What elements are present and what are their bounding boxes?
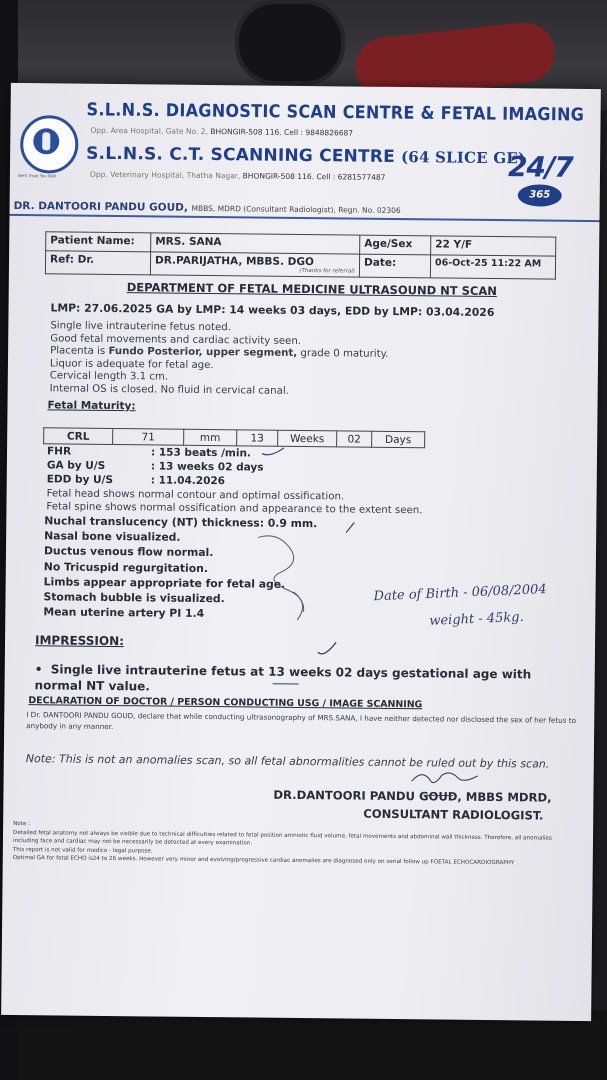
ct-centre-name: S.L.N.S. C.T. SCANNING CENTRE bbox=[86, 143, 396, 167]
finding-line: Cervical length 3.1 cm. bbox=[49, 370, 169, 383]
placenta-suffix: grade 0 maturity. bbox=[297, 348, 389, 361]
limbs: Limbs appear appropriate for fetal age. bbox=[43, 575, 286, 591]
anomaly-note: Note: This is not an anomalies scan, so all fetal abnormalities cannot be ruled out by this scan. bbox=[25, 752, 550, 771]
impression-heading: IMPRESSION: bbox=[34, 633, 125, 649]
signature-title: CONSULTANT RADIOLOGIST. bbox=[363, 806, 544, 823]
doctor-name: DR. DANTOORI PANDU GOUD, bbox=[13, 199, 188, 214]
crl-weeks-value: 13 bbox=[237, 430, 278, 446]
crl-label: CRL bbox=[44, 428, 113, 445]
ink-tick bbox=[318, 642, 336, 654]
nt-thickness: Nuchal translucency (NT) thickness: 0.9 mm. bbox=[44, 514, 318, 531]
signature-scrawl bbox=[412, 773, 478, 783]
placenta-position: Fundo Posterior, upper segment, bbox=[108, 346, 298, 360]
finding-line: Fetal head shows normal contour and optimal ossification. bbox=[46, 488, 345, 503]
fetal-maturity-heading: Fetal Maturity: bbox=[47, 399, 136, 413]
background-floor bbox=[0, 1010, 607, 1080]
date-label: Date: bbox=[359, 254, 430, 278]
ductus-venous: Ductus venous flow normal. bbox=[43, 544, 214, 560]
crl-days-value: 02 bbox=[337, 431, 372, 447]
thanks-note: (Thanks for referral) bbox=[299, 267, 355, 275]
declaration-heading: DECLARATION OF DOCTOR / PERSON CONDUCTING USG / IMAGE SCANNING bbox=[28, 695, 423, 711]
stomach-bubble: Stomach bubble is visualized. bbox=[43, 590, 225, 606]
footnote-line: Optimal GA for fetal ECHO is24 to 26 weeks. However very minor and evolving/progressive cardiac anomalies are diagnosed only on serial follow up FOETAL ECHOCARDIOGRAPHY bbox=[12, 855, 515, 867]
ct-opp-location: Veterinary Hospital, Thatha Nagar, bbox=[110, 169, 241, 181]
ct-address-cell: BHONGIR-508 116. Cell : 6281577487 bbox=[242, 171, 386, 182]
fhr-label: FHR bbox=[46, 445, 72, 458]
opp-location: Area Hospital, Gate No. 2, bbox=[110, 125, 209, 137]
signature-name: DR.DANTOORI PANDU GOUD, MBBS MDRD, bbox=[273, 787, 552, 805]
ga-label: GA by U/S bbox=[46, 459, 106, 472]
age-label: Age/Sex bbox=[360, 235, 431, 255]
handwritten-dob: Date of Birth - 06/08/2004 bbox=[373, 582, 547, 605]
fhr-value: : 153 beats /min. bbox=[150, 446, 252, 460]
footnote-line: Detailed fetal anatomy not always be visible due to technical difficulties related to fetal position amniotic fluid volume, fetal movements and abdominal wall thickness. Therefore, all anomalies including face and cardiac may not be necessarily be detected at every examination. bbox=[12, 829, 552, 847]
tricuspid: No Tricuspid regurgitation. bbox=[43, 559, 209, 575]
background-cable bbox=[235, 0, 345, 85]
finding-line: Fetal spine shows normal ossification and appearance to the extent seen. bbox=[46, 500, 423, 516]
centre-title: S.L.N.S. DIAGNOSTIC SCAN CENTRE & FETAL IMAGING bbox=[86, 98, 585, 125]
ga-value: : 13 weeks 02 days bbox=[150, 460, 264, 474]
pen-marks bbox=[1, 83, 601, 1021]
opp-label: Opp. bbox=[90, 125, 109, 135]
placenta-prefix: Placenta is bbox=[50, 345, 109, 358]
crl-weeks-label: Weeks bbox=[278, 430, 337, 447]
badge-365: 365 bbox=[518, 184, 562, 206]
date-value: 06-Oct-25 11:22 AM bbox=[430, 255, 555, 279]
logo-tagline: We'll Treat You Well bbox=[17, 173, 57, 179]
declaration-text: I Dr. DANTOORI PANDU GOUD, declare that while conducting ultrasonography of MRS.SANA, I have neither detected nor disclosed the sex of her fetus to anybody in any manner. bbox=[26, 710, 577, 732]
impression-bullet: • bbox=[34, 662, 43, 677]
crl-days-label: Days bbox=[372, 431, 425, 448]
edd-value: : 11.04.2026 bbox=[150, 474, 226, 488]
nasal-bone: Nasal bone visualized. bbox=[44, 529, 181, 544]
ref-label: Ref: Dr. bbox=[45, 251, 150, 275]
age-value: 22 Y/F bbox=[431, 236, 556, 256]
ink-scribble bbox=[257, 536, 303, 620]
finding-line: Liquor is adequate for fetal age. bbox=[49, 358, 214, 371]
address-cell: BHONGIR-508 116. Cell : 9848826687 bbox=[210, 127, 354, 138]
badge-number: 24/7 bbox=[507, 150, 573, 184]
uterine-artery-pi: Mean uterine artery PI 1.4 bbox=[43, 605, 205, 621]
footnote-line: This report is not valid for medico - legal purpose. bbox=[12, 846, 153, 855]
ct-centre-sub: (64 SLICE GE) bbox=[400, 148, 526, 168]
patient-name-label: Patient Name: bbox=[46, 232, 151, 252]
ink-tick bbox=[262, 448, 284, 455]
ref-doctor: DR.PARIJATHA, MBBS. DGO bbox=[154, 254, 314, 269]
lmp-line: LMP: 27.06.2025 GA by LMP: 14 weeks 03 days, EDD by LMP: 03.04.2026 bbox=[50, 301, 495, 320]
crl-unit: mm bbox=[184, 429, 237, 446]
finding-line: Good fetal movements and cardiac activity seen. bbox=[50, 332, 302, 347]
ink-tick bbox=[346, 522, 354, 532]
finding-line: Internal OS is closed. No fluid in cervical canal. bbox=[49, 383, 290, 397]
crl-mm-value: 71 bbox=[113, 429, 184, 446]
doctor-quals: MBBS, MDRD (Consultant Radiologist), Regn. No. 02306 bbox=[191, 203, 401, 216]
patient-name: MRS. SANA bbox=[151, 233, 360, 254]
finding-line: Single live intrauterine fetus noted. bbox=[50, 320, 232, 334]
department-title: DEPARTMENT OF FETAL MEDICINE ULTRASOUND NT SCAN bbox=[126, 280, 497, 299]
handwritten-weight: weight - 45kg. bbox=[429, 609, 525, 629]
footnote-label: Note : bbox=[13, 821, 31, 828]
ct-opp-label: Opp. bbox=[89, 169, 108, 179]
edd-label: EDD by U/S bbox=[46, 473, 114, 487]
report-paper bbox=[1, 83, 601, 1021]
impression-text: Single live intrauterine fetus at 13 weeks 02 days gestational age with normal NT value. bbox=[34, 662, 532, 694]
